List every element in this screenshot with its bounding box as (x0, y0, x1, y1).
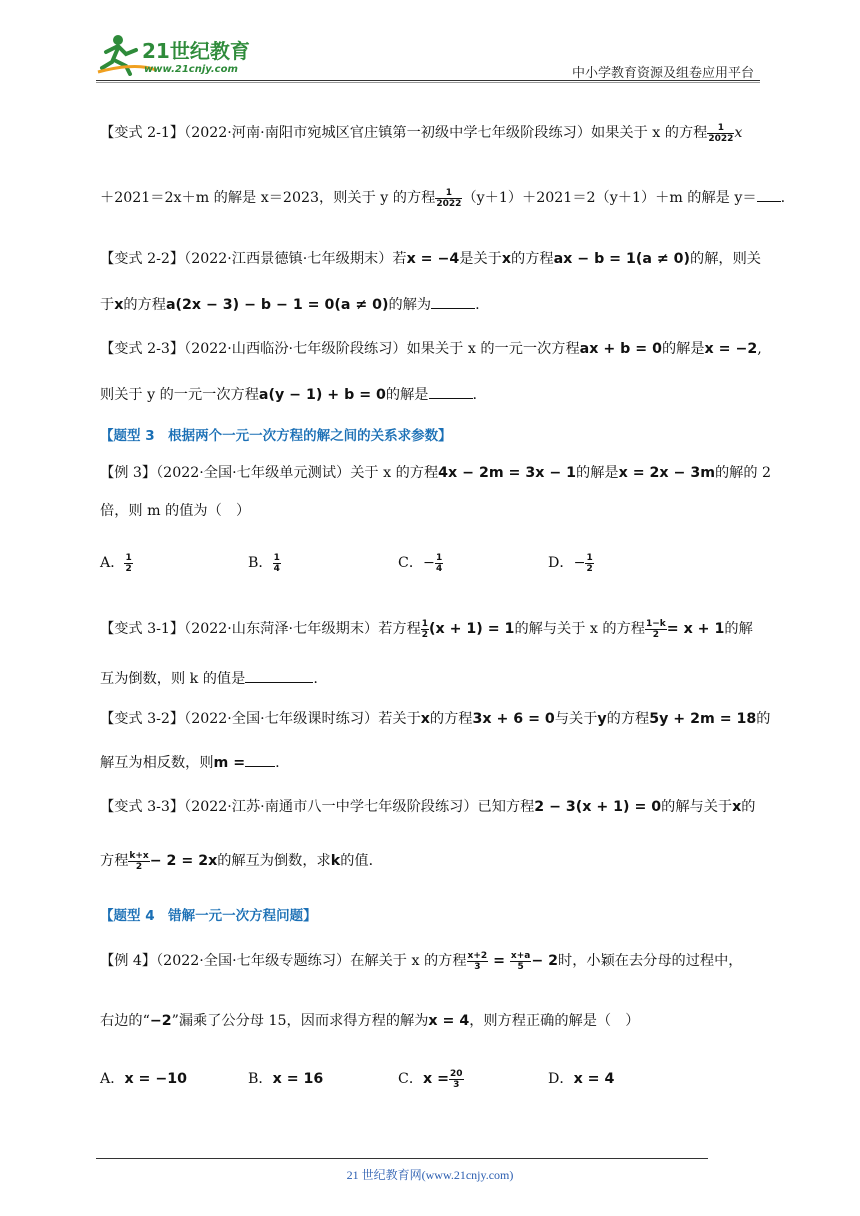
answer-blank[interactable] (431, 296, 475, 309)
logo-text: 21世纪教育 (142, 39, 250, 63)
header-divider-thin (96, 82, 760, 83)
option-b[interactable]: B． $\frac{1}{4}$ (248, 552, 280, 574)
answer-blank[interactable] (245, 754, 275, 767)
variant-3-3-line-2: 方程 $\frac{k+x}{2}$ − 2 = 2x的解互为倒数，求k的值． (100, 850, 383, 872)
footer-text[interactable]: 21 世纪教育网(www.21cnjy.com) (346, 1168, 514, 1182)
footer-divider (96, 1158, 708, 1159)
section-heading-4: 【题型 4 错解一元一次方程问题】 (100, 908, 317, 924)
variant-3-1-line-2: 互为倒数，则 k 的值是 . (100, 671, 318, 687)
example-3-line-2: 倍，则 m 的值为（ ） (100, 503, 251, 519)
example-4-line-2: 右边的“−2”漏乘了公分母 15，因而求得方程的解为x = 4，则方程正确的解是（ ） (100, 1013, 640, 1029)
variant-3-1-line-1: 【变式 3-1】（2022·山东菏泽·七年级期末）若方程 $\frac{1}{2}$ (x + 1) = 1的解与关于 x 的方程 $\frac{1-k}{2}$ = x + 1的解 (100, 618, 753, 640)
variant-3-3-line-1: 【变式 3-3】（2022·江苏·南通市八一中学七年级阶段练习）已知方程2 − 3(x + 1) = 0的解与关于x的 (100, 799, 756, 815)
variant-2-2-line-1: 【变式 2-2】（2022·江西景德镇·七年级期末）若x = −4是关于x的方程ax − b = 1(a ≠ 0)的解，则关 (100, 251, 761, 267)
header-divider (96, 80, 760, 81)
section-heading-3: 【题型 3 根据两个一元一次方程的解之间的关系求参数】 (100, 428, 452, 444)
option-b[interactable]: B．x = 16 (248, 1071, 324, 1087)
example-4-line-1: 【例 4】（2022·全国·七年级专题练习）在解关于 x 的方程 $\frac{x+2}{3}$ = $\frac{x+a}{5}$ − 2时，小颖在去分母的过程中， (100, 950, 743, 972)
option-d[interactable]: D．x = 4 (548, 1071, 615, 1087)
option-c[interactable]: C．x = $\frac{20}{3}$ (398, 1068, 463, 1090)
variant-3-2-line-1: 【变式 3-2】（2022·全国·七年级课时练习）若关于x的方程3x + 6 = 0与关于y的方程5y + 2m = 18的 (100, 711, 771, 727)
header-platform-text: 中小学教育资源及组卷应用平台 (571, 65, 754, 80)
variant-2-1-line-2: ＋2021＝2x＋m 的解是 x＝2023，则关于 y 的方程 $\frac{1}{2022}$ （y＋1）＋2021＝2（y＋1）＋m 的解是 y＝ . (100, 187, 786, 209)
variant-2-2-line-2: 于x的方程a(2x − 3) − b − 1 = 0(a ≠ 0)的解为 . (100, 297, 480, 313)
option-a[interactable]: A．x = −10 (100, 1071, 187, 1087)
variant-2-3-line-1: 【变式 2-3】（2022·山西临汾·七年级阶段练习）如果关于 x 的一元一次方程ax + b = 0的解是x = −2, (100, 341, 762, 357)
answer-blank[interactable] (245, 670, 313, 683)
fraction-1-2022: $\frac{1}{2022}$ (708, 122, 734, 144)
logo-url: www.21cnjy.com (144, 64, 238, 75)
variant-3-2-line-2: 解互为相反数，则m = . (100, 755, 280, 771)
logo-21cnjy (96, 32, 266, 76)
variant-2-3-line-2: 则关于 y 的一元一次方程a(y − 1) + b = 0的解是 . (100, 387, 478, 403)
option-c[interactable]: C．− $\frac{1}{4}$ (398, 552, 443, 574)
fraction-1-2022: $\frac{1}{2022}$ (436, 187, 462, 209)
option-d[interactable]: D．− $\frac{1}{2}$ (548, 552, 593, 574)
page-header (96, 30, 760, 82)
answer-blank[interactable] (757, 189, 781, 202)
answer-blank[interactable] (429, 386, 473, 399)
example-3-line-1: 【例 3】（2022·全国·七年级单元测试）关于 x 的方程4x − 2m = 3x − 1的解是x = 2x − 3m的解的 2 (100, 465, 772, 481)
option-a[interactable]: A． $\frac{1}{2}$ (100, 552, 132, 574)
variant-2-1-line-1: 【变式 2-1】（2022·河南·南阳市宛城区官庄镇第一初级中学七年级阶段练习）如果关于 x 的方程 $\frac{1}{2022}$ x (100, 122, 743, 144)
